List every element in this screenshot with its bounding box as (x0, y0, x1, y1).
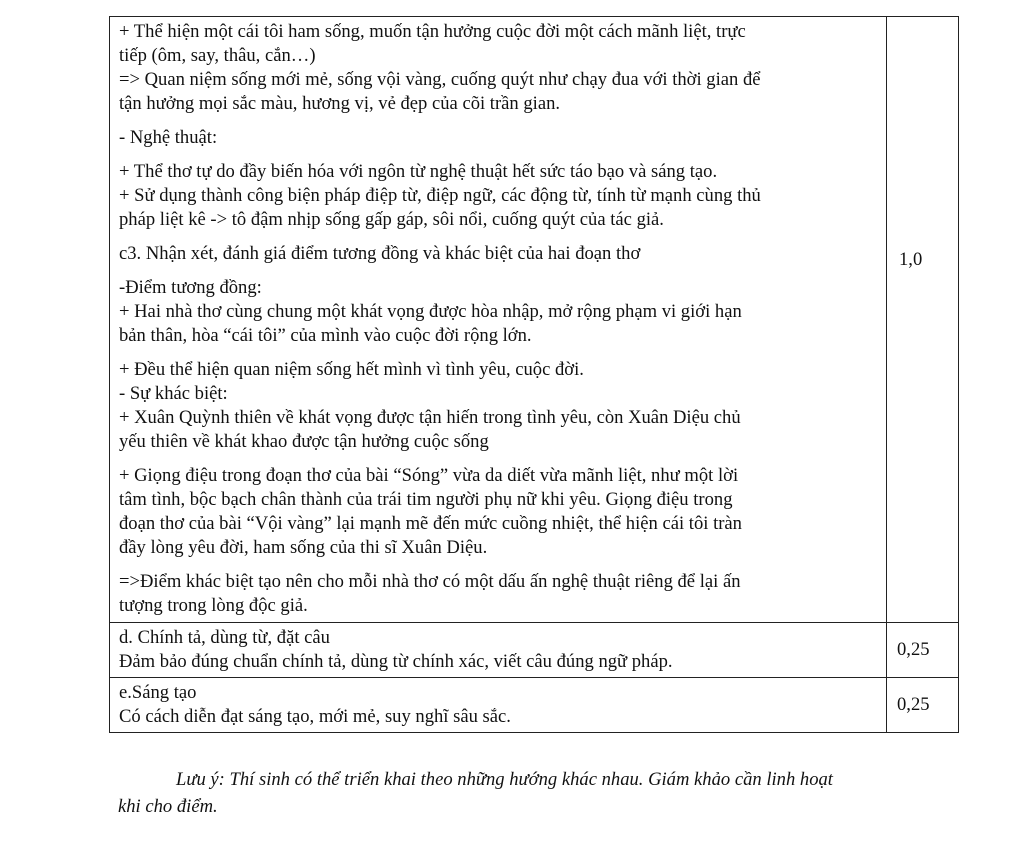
main-criteria-row (110, 17, 959, 623)
text-line: + Hai nhà thơ cùng chung một khát vọng được hòa nhập, mở rộng phạm vi giới hạn (119, 301, 742, 322)
criteria-description: Đảm bảo đúng chuẩn chính tả, dùng từ chính xác, viết câu đúng ngữ pháp. (119, 651, 673, 672)
paragraph-bien-phap-nghe-thuat (119, 184, 880, 232)
grading-table (109, 16, 959, 733)
text-line: c3. Nhận xét, đánh giá điểm tương đồng và khác biệt của hai đoạn thơ (119, 243, 641, 264)
text-line: + Sử dụng thành công biện pháp điệp từ, điệp ngữ, các động từ, tính từ mạnh cùng thủ (119, 185, 761, 206)
paragraph-song-het-minh (119, 358, 880, 382)
note-line: Lưu ý: Thí sinh có thể triển khai theo những hướng khác nhau. Giám khảo cần linh hoạt (176, 769, 833, 790)
creativity-criteria-content (110, 678, 887, 733)
paragraph-dau-an-nghe-thuat (119, 570, 880, 618)
spelling-criteria-row (110, 623, 959, 678)
paragraph-khat-vong-hoa-nhap (119, 300, 880, 348)
note-line: khi cho điểm. (118, 796, 218, 817)
text-line: tiếp (ôm, say, thâu, cắn…) (119, 45, 316, 66)
paragraph-the-tho-tu-do (119, 160, 880, 184)
paragraph-giong-dieu (119, 464, 880, 560)
text-line: bản thân, hòa “cái tôi” của mình vào cuộc đời rộng lớn. (119, 325, 532, 346)
text-line: => Quan niệm sống mới mẻ, sống vội vàng, cuống quýt như chạy đua với thời gian để (119, 69, 761, 90)
creativity-criteria-row (110, 678, 959, 733)
text-line: + Đều thể hiện quan niệm sống hết mình vì tình yêu, cuộc đời. (119, 359, 584, 380)
text-line: yếu thiên về khát khao được tận hưởng cuộc sống (119, 431, 489, 452)
paragraph-c3-heading (119, 242, 880, 266)
criteria-title: e.Sáng tạo (119, 682, 197, 703)
criteria-title: d. Chính tả, dùng từ, đặt câu (119, 627, 330, 648)
text-line: + Giọng điệu trong đoạn thơ của bài “Sóng” vừa da diết vừa mãnh liệt, như một lời (119, 465, 739, 486)
text-line: tâm tình, bộc bạch chân thành của trái tim người phụ nữ khi yêu. Giọng điệu trong (119, 489, 733, 510)
spelling-criteria-content (110, 623, 887, 678)
paragraph-tan-hien-tan-huong (119, 406, 880, 454)
text-line: tận hưởng mọi sắc màu, hương vị, vẻ đẹp của cõi trần gian. (119, 93, 561, 114)
text-line: tượng trong lòng độc giả. (119, 595, 308, 616)
text-line: + Thể thơ tự do đầy biến hóa với ngôn từ nghệ thuật hết sức táo bạo và sáng tạo. (119, 161, 718, 182)
paragraph-cai-toi-ham-song (119, 20, 880, 68)
main-criteria-content (110, 17, 887, 623)
text-line: - Sự khác biệt: (119, 383, 228, 404)
score-value: 1,0 (899, 249, 923, 270)
text-line: -Điểm tương đồng: (119, 277, 262, 298)
text-line: + Thể hiện một cái tôi ham sống, muốn tận hưởng cuộc đời một cách mãnh liệt, trực (119, 21, 746, 42)
text-line: =>Điểm khác biệt tạo nên cho mỗi nhà thơ có một dấu ấn nghệ thuật riêng để lại ấn (119, 571, 741, 592)
text-line: đoạn thơ của bài “Vội vàng” lại mạnh mẽ đến mức cuồng nhiệt, thể hiện cái tôi tràn (119, 513, 742, 534)
grading-note (118, 766, 968, 820)
main-criteria-score-cell (887, 17, 959, 623)
criteria-description: Có cách diễn đạt sáng tạo, mới mẻ, suy nghĩ sâu sắc. (119, 706, 511, 727)
paragraph-quan-niem-song (119, 68, 880, 116)
score-value: 0,25 (887, 623, 959, 678)
paragraph-nghe-thuat-heading (119, 126, 880, 150)
paragraph-su-khac-biet-heading (119, 382, 880, 406)
paragraph-diem-tuong-dong-heading (119, 276, 880, 300)
text-line: đầy lòng yêu đời, ham sống của thi sĩ Xuân Diệu. (119, 537, 488, 558)
text-line: pháp liệt kê -> tô đậm nhịp sống gấp gáp, sôi nổi, cuống quýt của tác giả. (119, 209, 664, 230)
score-value: 0,25 (887, 678, 959, 733)
text-line: - Nghệ thuật: (119, 127, 218, 148)
text-line: + Xuân Quỳnh thiên về khát vọng được tận hiến trong tình yêu, còn Xuân Diệu chủ (119, 407, 741, 428)
